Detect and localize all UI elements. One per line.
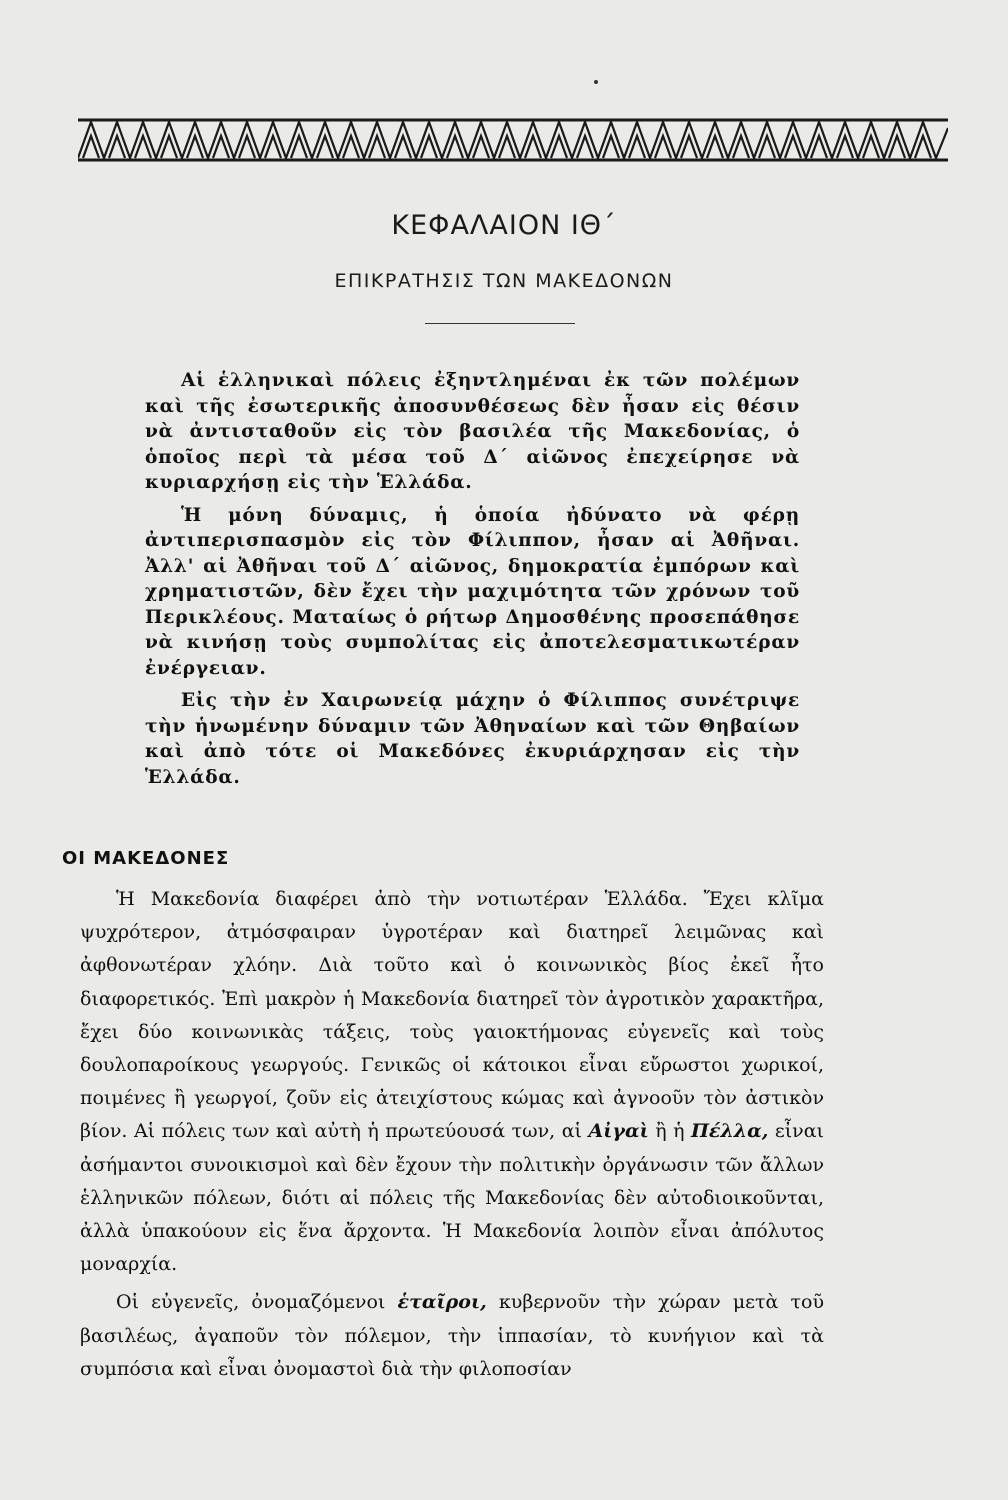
greek-ornament-border [78, 118, 948, 162]
chapter-summary [145, 368, 800, 797]
summary-paragraph: Αἱ ἑλληνικαὶ πόλεις ἐξηντλημέναι ἐκ τῶν πολέμων καὶ τῆς ἐσωτερικῆς ἀποσυνθέσεως δὲν ἦσαν εἰς θέσιν νὰ ἀντισταθοῦν εἰς τὸν βασιλέα τῆς Μακεδονίας, ὁ ὁποῖος περὶ τὰ μέσα τοῦ Δ΄ αἰῶνος ἐπεχείρησε νὰ κυριαρχήσῃ εἰς τὴν Ἑλλάδα. [145, 370, 800, 493]
emphasis-hetairoi: ἑταῖροι, [397, 1291, 487, 1314]
emphasis-pella: Πέλλα, [690, 1120, 769, 1143]
body-text-run: εἶναι ἀσήμαντοι συνοικισμοὶ καὶ δὲν ἔχουν τὴν πολιτικὴν ὀργάνωσιν τῶν ἄλλων ἑλληνικῶν πόλεων, διότι αἱ πόλεις τῆς Μακεδονίας δὲν αὐτοδιοικοῦνται, ἀλλὰ ὑπακούουν εἰς ἕνα ἄρχοντα. Ἡ Μακεδονία λοιπὸν εἶναι ἀπόλυτος μοναρχία. [80, 1120, 824, 1276]
body-paragraph [80, 1286, 824, 1386]
body-text-run: Ἡ Μακεδονία διαφέρει ἀπὸ τὴν νοτιωτέραν Ἑλλάδα. Ἔχει κλῖμα ψυχρότερον, ἀτμόσφαιραν ὑγροτέραν καὶ διατηρεῖ λειμῶνας καὶ ἀφθονωτέραν χλόην. Διὰ τοῦτο καὶ ὁ κοινωνικὸς βίος ἐκεῖ ἦτο διαφορετικός. Ἐπὶ μακρὸν ἡ Μακεδονία διατηρεῖ τὸν ἀγροτικὸν χαρακτῆρα, ἔχει δύο κοινωνικὰς τάξεις, τοὺς γαιοκτήμονας εὐγενεῖς καὶ τοὺς δουλοπαροίκους γεωργούς. Γενικῶς οἱ κάτοικοι εἶναι εὔρωστοι χωρικοί, ποιμένες ἢ γεωργοί, ζοῦν εἰς ἀτειχίστους κώμας καὶ ἀγνοοῦν τὸν ἀστικὸν βίον. Αἱ πόλεις των καὶ αὐτὴ ἡ πρωτεύουσά των, αἱ [80, 888, 824, 1143]
body-text-run: Οἱ εὐγενεῖς, ὀνομαζόμενοι [116, 1291, 398, 1314]
title-divider [425, 323, 575, 324]
body-text-run: κυβερνοῦν τὴν χώραν μετὰ τοῦ βασιλέως, ἀγαποῦν τὸν πόλεμον, τὴν ἱππασίαν, τὸ κυνήγιον καὶ τὰ συμπόσια καὶ εἶναι ὀνομαστοὶ διὰ τὴν φιλοποσίαν [80, 1291, 824, 1380]
emphasis-aigai: Αἰγαὶ [588, 1120, 649, 1143]
body-text-run: ἢ ἡ [648, 1120, 691, 1143]
chapter-subtitle: ΕΠΙΚΡΑΤΗΣΙΣ ΤΩΝ ΜΑΚΕΔΟΝΩΝ [334, 270, 674, 292]
summary-paragraph: Εἰς τὴν ἐν Χαιρωνείᾳ μάχην ὁ Φίλιππος συνέτριψε τὴν ἡνωμένην δύναμιν τῶν Ἀθηναίων καὶ τῶν Θηβαίων καὶ ἀπὸ τότε οἱ Μακεδόνες ἐκυριάρχησαν εἰς τὴν Ἑλλάδα. [145, 690, 800, 788]
section-heading: ΟΙ ΜΑΚΕΔΟΝΕΣ [62, 848, 230, 869]
body-paragraph [80, 883, 824, 1281]
body-text [80, 883, 824, 1391]
summary-paragraph: Ἡ μόνη δύναμις, ἡ ὁποία ἠδύνατο νὰ φέρῃ ἀντιπερισπασμὸν εἰς τὸν Φίλιππον, ἦσαν αἱ Ἀθῆναι. Ἀλλ' αἱ Ἀθῆναι τοῦ Δ΄ αἰῶνος, δημοκρατία ἐμπόρων καὶ χρηματιστῶν, δὲν ἔχει τὴν μαχιμότητα τῶν χρόνων τοῦ Περικλέους. Ματαίως ὁ ρήτωρ Δημοσθένης προσεπάθησε νὰ κινήσῃ τοὺς συμπολίτας εἰς ἀποτελεσματικωτέραν ἐνέργειαν. [145, 504, 800, 679]
print-speck [594, 80, 598, 84]
chapter-title: ΚΕΦΑΛΑΙΟΝ ΙΘ΄ [391, 210, 617, 241]
